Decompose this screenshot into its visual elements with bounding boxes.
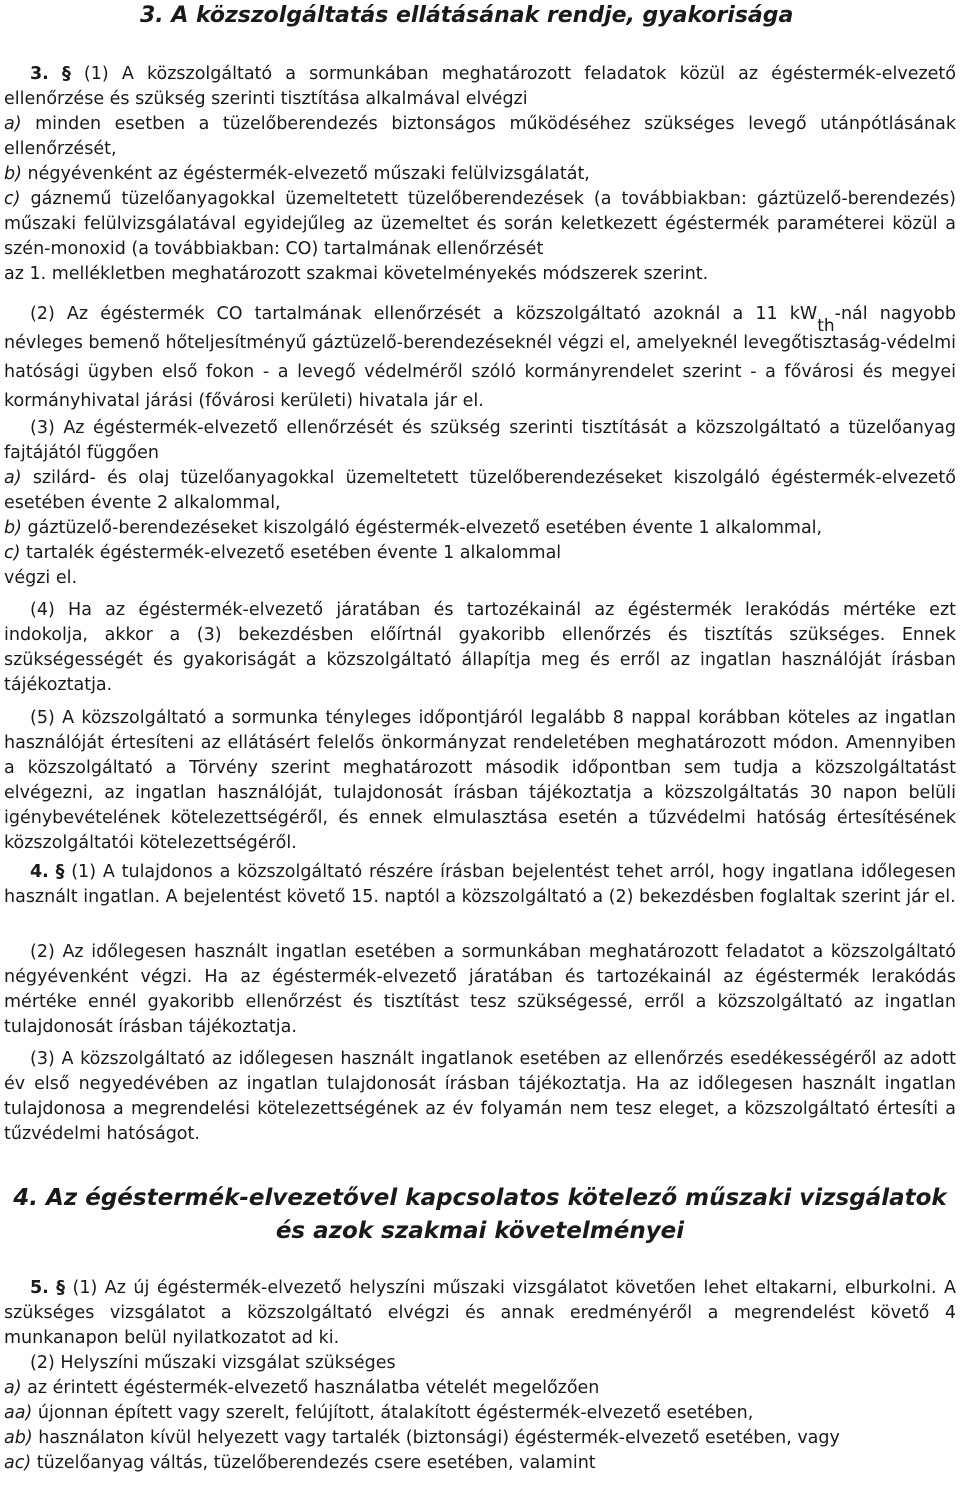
- paragraph-sign: §: [62, 64, 71, 84]
- section-number: 4.: [30, 862, 49, 882]
- section-title-4-line-1: 4. Az égéstermék-elvezetővel kapcsolatos kötelező műszaki vizsgálatok: [13, 1185, 947, 1211]
- paragraph-text: -nál nagyobb névleges bemenő hőteljesítményű gáztüzelő-berendezéseknél végzi el, amelyeknél levegőtisztaság-védelmi hatósági ügyben első fokon - a levegő védelméről szóló kormányrendelet szerint - a fővárosi és megyei kormányhivatal járási (fővárosi kerületi) hivatala jár el.: [4, 304, 956, 411]
- paragraph-text: (2) Az időlegesen használt ingatlan esetében a sormunkában meghatározott feladatot a közszolgáltató négyévenként végzi. Ha az égéstermék-elvezető járatában és tartozékainál az égéstermék lerakódás mértéke ennél gyakoribb ellenőrzést és tisztítást tesz szükségessé, erről a közszolgáltató az ingatlan tulajdonosát írásban tájékoztatja.: [4, 942, 956, 1037]
- item-text: használaton kívül helyezett vagy tartalék (biztonsági) égéstermék-elvezető esetében, vagy: [38, 1428, 840, 1448]
- item-label: ac): [4, 1453, 32, 1473]
- paragraph-sign: §: [56, 1278, 66, 1298]
- paragraph-text: az 1. mellékletben meghatározott szakmai követelményekés módszerek szerint.: [4, 264, 709, 284]
- paragraph-3-1: [4, 62, 956, 287]
- paragraph-3-5: [4, 706, 956, 856]
- subscript: th: [817, 316, 835, 336]
- item-label: aa): [4, 1403, 33, 1423]
- section-title-4: [4, 1182, 956, 1248]
- item-text: négyévenként az égéstermék-elvezető műszaki felülvizsgálatát,: [27, 164, 590, 184]
- paragraph-text: (2) Az égéstermék CO tartalmának ellenőrzését a közszolgáltató azoknál a 11 kW: [30, 304, 818, 324]
- paragraph-text: (4) Ha az égéstermék-elvezető járatában és tartozékainál az égéstermék lerakódás mértéke ezt indokolja, akkor a (3) bekezdésben előírtnál gyakoribb ellenőrzés és tisztítás szükséges. Ennek szükségességét és gyakoriságát a közszolgáltató állapítja meg és erről az ingatlan használóját írásban tájékoztatja.: [4, 600, 956, 695]
- item-text: szilárd- és olaj tüzelőanyagokkal üzemeltetett tüzelőberendezéseket kiszolgáló égéstermék-elvezető esetében évente 2 alkalommal,: [4, 468, 956, 513]
- item-label: b): [4, 518, 22, 538]
- item-text: minden esetben a tüzelőberendezés biztonságos működéséhez szükséges levegő utánpótlásának ellenőrzését,: [4, 114, 956, 159]
- paragraph-text: (3) A közszolgáltató az időlegesen használt ingatlanok esetében az ellenőrzés esedékességéről az adott év első negyedévében az ingatlan tulajdonosát írásban tájékoztatja. Ha az időlegesen használt ingatlan tulajdonosa a megrendelési kötelezettségének az év folyamán nem tesz eleget, a közszolgáltató értesíti a tűzvédelmi hatóságot.: [4, 1049, 956, 1144]
- item-label: c): [4, 189, 21, 209]
- item-text: gáztüzelő-berendezéseket kiszolgáló égéstermék-elvezető esetében évente 1 alkalommal,: [27, 518, 823, 538]
- paragraph-5-1: [4, 1276, 956, 1476]
- paragraph-text: végzi el.: [4, 568, 78, 588]
- paragraph-3-2: [4, 300, 956, 416]
- paragraph-3-4: [4, 598, 956, 698]
- item-text: gáznemű tüzelőanyagokkal üzemeltetett tüzelőberendezések (a továbbiakban: gáztüzelő-berendezés) műszaki felülvizsgálatával egyidejűleg az üzemeltet és során keletkezett égéstermék paraméterei közül a szén-monoxid (a továbbiakban: CO) tartalmának ellenőrzését: [4, 189, 956, 259]
- paragraph-4-1: [4, 860, 956, 910]
- item-text: újonnan épített vagy szerelt, felújított, átalakított égéstermék-elvezető esetében,: [37, 1403, 754, 1423]
- paragraph-text: (1) A közszolgáltató a sormunkában meghatározott feladatok közül az égéstermék-elvezető ellenőrzése és szükség szerinti tisztítása alkalmával elvégzi: [4, 64, 956, 109]
- item-text: az érintett égéstermék-elvezető használatba vételét megelőzően: [27, 1378, 600, 1398]
- item-label: a): [4, 1378, 22, 1398]
- item-text: tüzelőanyag váltás, tüzelőberendezés csere esetében, valamint: [36, 1453, 596, 1473]
- paragraph-text: (3) Az égéstermék-elvezető ellenőrzését és szükség szerinti tisztítását a közszolgáltató a tüzelőanyag fajtájától függően: [4, 418, 956, 463]
- section-title-4-line-2: és azok szakmai követelményei: [275, 1218, 685, 1244]
- item-label: b): [4, 164, 22, 184]
- section-number: 3.: [30, 64, 49, 84]
- item-label: ab): [4, 1428, 33, 1448]
- item-text: tartalék égéstermék-elvezető esetében évente 1 alkalommal: [26, 543, 562, 563]
- paragraph-4-3: [4, 1047, 956, 1147]
- paragraph-text: (1) A tulajdonos a közszolgáltató részére írásban bejelentést tehet arról, hogy ingatlana időlegesen használt ingatlan. A bejelentést követő 15. naptól a közszolgáltató a (2) bekezdésben foglaltak szerint jár el.: [4, 862, 956, 907]
- item-label: a): [4, 114, 22, 134]
- item-label: c): [4, 543, 21, 563]
- section-number: 5.: [30, 1278, 49, 1298]
- paragraph-3-3: [4, 416, 956, 591]
- paragraph-text: (5) A közszolgáltató a sormunka tényleges időpontjáról legalább 8 nappal korábban köteles az ingatlan használóját értesíteni az ellátásért felelős önkormányzat rendeletében meghatározott módon. Amennyiben a közszolgáltató a Törvény szerint meghatározott második időpontban sem tudja a közszolgáltatást elvégezni, az ingatlan használóját, tulajdonosát írásban tájékoztatja a közszolgáltatás 30 napon belüli igénybevételének kötelezettségéről, és ennek elmulasztása esetén a tűzvédelmi hatóság értesítésének közszolgáltatói kötelezettségéről.: [4, 708, 956, 853]
- paragraph-sign: §: [55, 862, 65, 882]
- section-title-3: 3. A közszolgáltatás ellátásának rendje, gyakorisága: [140, 3, 794, 28]
- paragraph-text: (2) Helyszíni műszaki vizsgálat szükséges: [30, 1353, 396, 1373]
- paragraph-text: (1) Az új égéstermék-elvezető helyszíni műszaki vizsgálatot követően lehet eltakarni, elburkolni. A szükséges vizsgálatot a közszolgáltató elvégzi és annak eredményéről a megrendelést követő 4 munkanapon belül nyilatkozatot ad ki.: [4, 1278, 956, 1348]
- paragraph-4-2: [4, 940, 956, 1040]
- item-label: a): [4, 468, 22, 488]
